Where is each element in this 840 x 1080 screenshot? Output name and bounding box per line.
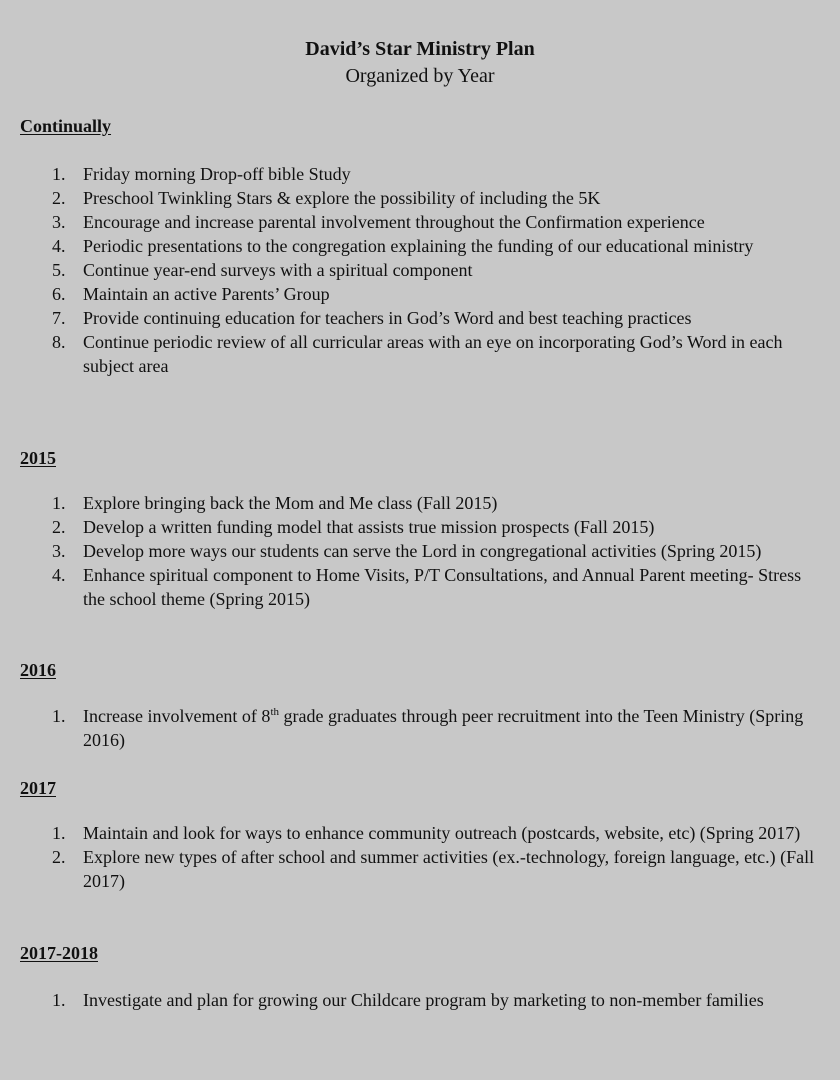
section-heading-continually: Continually [20,116,112,136]
list-item [0,210,840,234]
list-item [0,234,840,258]
item-number: 2. [52,188,66,208]
list-item [0,186,840,210]
item-number: 6. [52,284,66,304]
item-text: Periodic presentations to the congregation explaining the funding of our educational ministry [83,236,754,256]
list-item [0,306,840,330]
item-number: 8. [52,332,66,352]
item-number: 1. [52,990,66,1010]
list-item [0,330,840,378]
list-2015 [0,491,840,611]
item-text: Explore new types of after school and summer activities (ex.-technology, foreign language, etc.) (Fall 2017) [83,847,815,891]
list-2016 [0,704,840,752]
document-title: David’s Star Ministry Plan [305,38,535,60]
item-number: 7. [52,308,66,328]
item-number: 3. [52,212,66,232]
item-text: Continue periodic review of all curricular areas with an eye on incorporating God’s Word in each subject area [83,332,783,376]
list-item [0,845,840,893]
item-number: 2. [52,847,66,867]
item-number: 1. [52,493,66,513]
item-text: Enhance spiritual component to Home Visits, P/T Consultations, and Annual Parent meeting- Stress the school theme (Spring 2015) [83,565,802,609]
list-item [0,563,840,611]
document-subtitle: Organized by Year [345,65,495,87]
item-text: Continue year-end surveys with a spiritual component [83,260,473,280]
item-number: 1. [52,164,66,184]
section-heading-2015: 2015 [20,448,56,468]
list-item [0,821,840,845]
item-number: 3. [52,541,66,561]
section-heading-2016: 2016 [20,660,56,680]
list-item [0,258,840,282]
item-text: Maintain an active Parents’ Group [83,284,330,304]
item-text: Maintain and look for ways to enhance community outreach (postcards, website, etc) (Spring 2017) [83,823,801,843]
item-text: Friday morning Drop-off bible Study [83,164,351,184]
section-heading-2017: 2017 [20,778,56,798]
list-item [0,162,840,186]
list-item [0,988,840,1012]
item-number: 4. [52,565,66,585]
section-heading-2017-2018: 2017-2018 [20,943,98,963]
item-text: Provide continuing education for teachers in God’s Word and best teaching practices [83,308,692,328]
item-number: 1. [52,823,66,843]
item-number: 4. [52,236,66,256]
item-number: 2. [52,517,66,537]
list-item [0,539,840,563]
item-text-end: grade graduates through peer recruitment into the Teen Ministry (Spring 2016) [83,706,804,750]
list-item [0,704,840,752]
list-continually [0,162,840,378]
list-item [0,515,840,539]
ordinal-suffix: th [270,706,279,718]
list-2017-2018 [0,988,840,1012]
item-text: Develop more ways our students can serve the Lord in congregational activities (Spring 2015) [83,541,762,561]
list-item [0,282,840,306]
item-text: Encourage and increase parental involvement throughout the Confirmation experience [83,212,705,232]
item-number: 5. [52,260,66,280]
item-text-start: Increase involvement of 8 [83,706,271,726]
item-number: 1. [52,706,66,726]
item-text: Preschool Twinkling Stars & explore the possibility of including the 5K [83,188,601,208]
item-text: Develop a written funding model that assists true mission prospects (Fall 2015) [83,517,655,537]
list-item [0,491,840,515]
item-text: Investigate and plan for growing our Childcare program by marketing to non-member families [83,990,764,1010]
item-text: Explore bringing back the Mom and Me class (Fall 2015) [83,493,498,513]
list-2017 [0,821,840,893]
